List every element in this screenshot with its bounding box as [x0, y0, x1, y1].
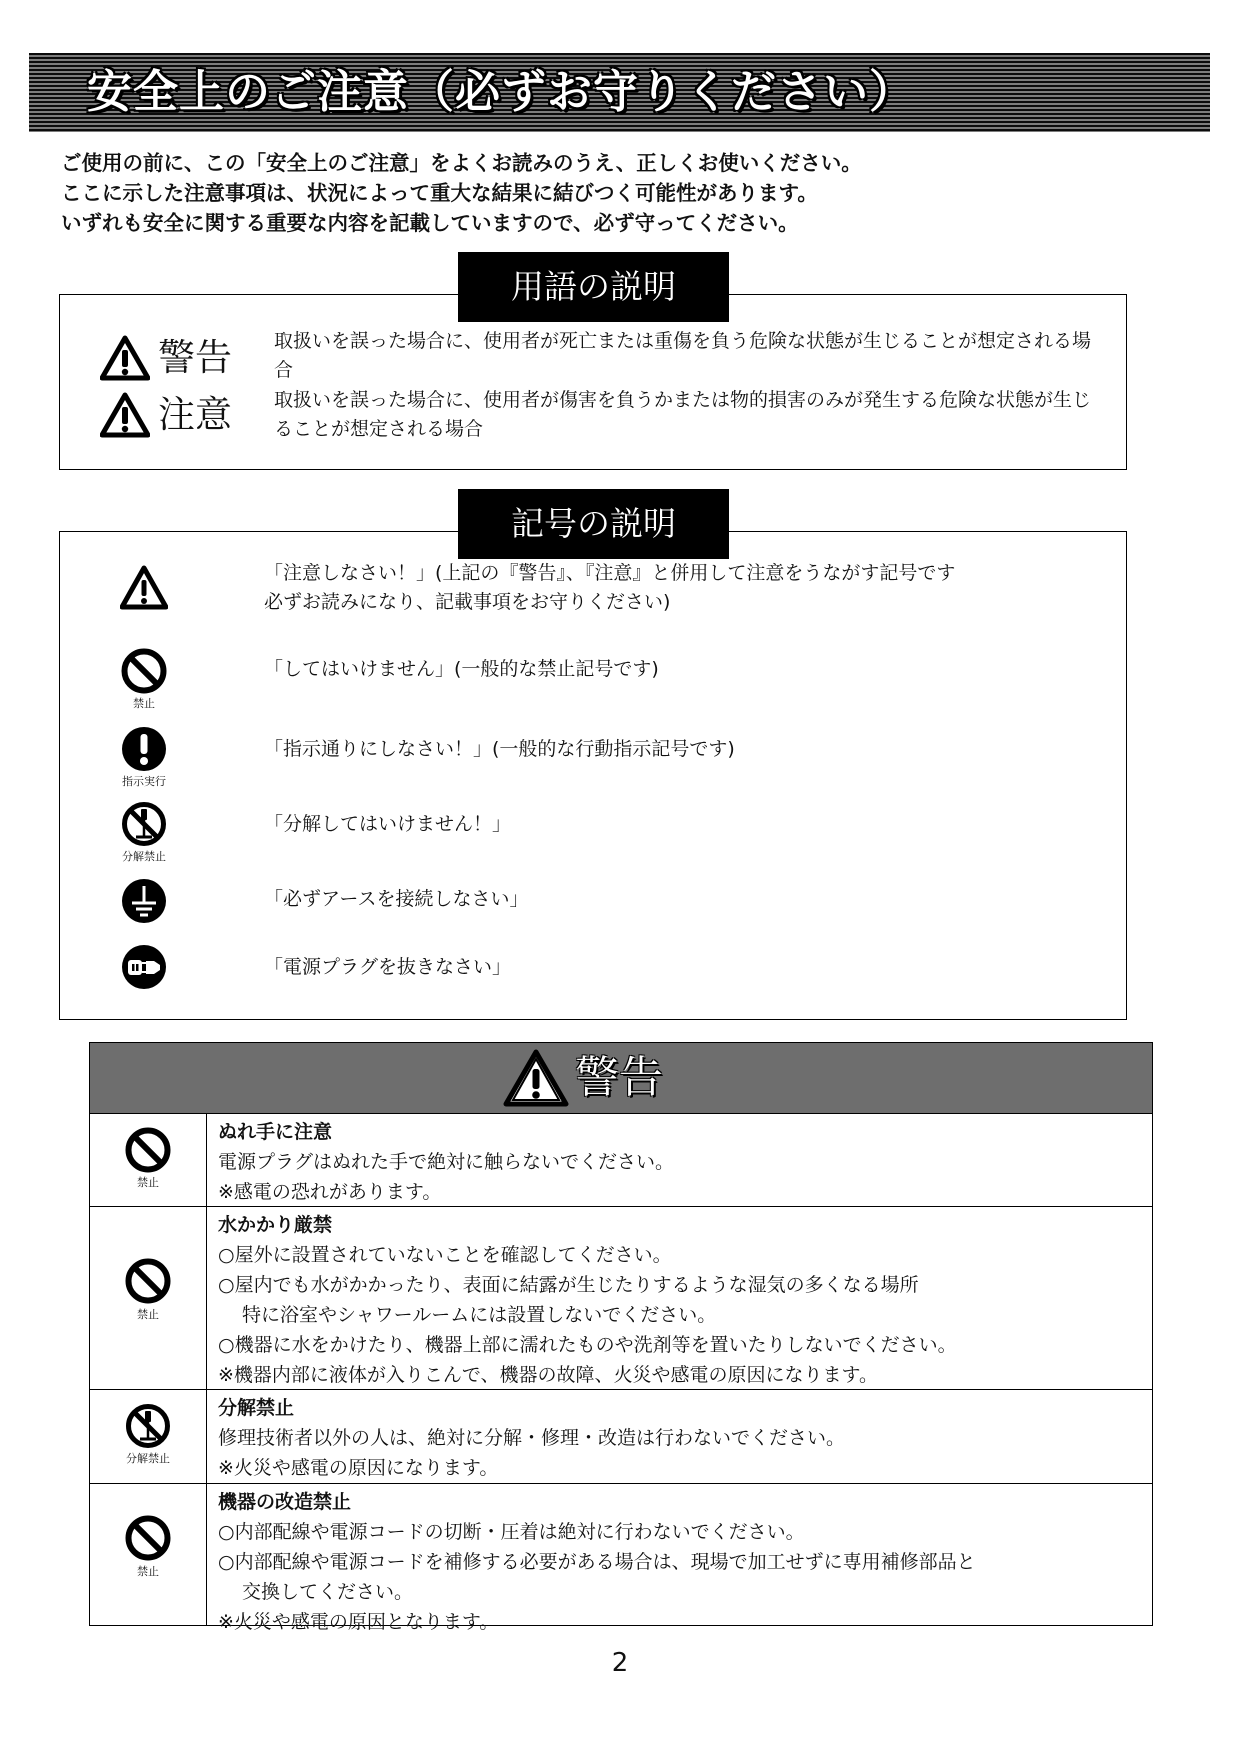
intro-line: いずれも安全に関する重要な内容を記載していますので、必ず守ってください。	[61, 211, 799, 235]
symbol-row	[120, 647, 1120, 710]
warning-table	[89, 1042, 1153, 1633]
warning-row-line: 修理技術者以外の人は、絶対に分解・修理・改造は行わないでください。	[218, 1427, 846, 1449]
no-disassembly-icon	[124, 1402, 172, 1450]
warning-row-caption: 分解禁止	[126, 1452, 170, 1465]
page-number: 2	[611, 1648, 629, 1678]
warning-row-line: ○内部配線や電源コードを補修する必要がある場合は、現場で加工せずに専用補修部品と	[218, 1551, 976, 1573]
warning-row-line: ○内部配線や電源コードの切断・圧着は絶対に行わないでください。	[218, 1521, 805, 1543]
caution-triangle-icon	[100, 335, 150, 381]
symbol-row	[120, 564, 1120, 624]
caution-triangle-icon	[503, 1048, 569, 1108]
warning-row-title: ぬれ手に注意	[218, 1121, 333, 1143]
symbol-row	[120, 877, 1120, 937]
symbol-caption: 分解禁止	[122, 850, 166, 863]
no-disassembly-icon	[120, 800, 168, 848]
warning-row-icon-cell	[90, 1390, 207, 1484]
warning-row-line: ○屋内でも水がかかったり、表面に結露が生じたりするような湿気の多くなる場所	[218, 1274, 919, 1296]
warning-row	[90, 1113, 1152, 1207]
symbol-text-line: 必ずお読みになり、記載事項をお守りください)	[264, 591, 671, 613]
warning-row-icon-cell	[90, 1484, 207, 1626]
warning-row-body	[218, 1487, 976, 1637]
intro-line: ご使用の前に、この「安全上のご注意」をよくお読みのうえ、正しくお使いください。	[61, 151, 862, 175]
terms-label: 用語の説明	[458, 252, 729, 322]
warning-row-line: ○機器に水をかけたり、機器上部に濡れたものや洗剤等を置いたりしないでください。	[218, 1334, 957, 1356]
intro-line: ここに示した注意事項は、状況によって重大な結果に結びつく可能性があります。	[61, 181, 818, 205]
symbol-text: 「指示通りにしなさい！」(一般的な行動指示記号です)	[264, 738, 735, 760]
warning-row-line: 交換してください。	[242, 1581, 414, 1603]
prohibition-icon	[120, 647, 168, 695]
intro-text	[61, 148, 862, 238]
title-banner	[29, 53, 1210, 132]
prohibition-icon	[124, 1126, 172, 1174]
warning-row-line: ※火災や感電の原因になります。	[218, 1457, 499, 1479]
warning-row-body	[218, 1117, 674, 1207]
symbol-row	[120, 725, 1120, 788]
caution-triangle-icon	[100, 392, 150, 438]
warning-heading-text: 警告	[575, 1052, 663, 1103]
warning-row	[90, 1206, 1152, 1390]
ground-icon	[120, 877, 168, 925]
warning-heading	[90, 1043, 1152, 1114]
warning-row	[90, 1483, 1152, 1633]
mandatory-action-icon	[120, 725, 168, 773]
warning-row-line: ※火災や感電の原因となります。	[218, 1611, 499, 1633]
warning-row-icon-cell	[90, 1207, 207, 1390]
symbol-text: 「分解してはいけません！」	[264, 813, 512, 835]
warning-row-line: ※感電の恐れがあります。	[218, 1181, 442, 1203]
warning-row-caption: 禁止	[137, 1308, 159, 1321]
warning-row-title: 分解禁止	[218, 1397, 295, 1419]
warning-row-line: 特に浴室やシャワールームには設置しないでください。	[242, 1304, 717, 1326]
warning-row-icon-cell	[90, 1114, 207, 1207]
warning-row-line: ○屋外に設置されていないことを確認してください。	[218, 1244, 672, 1266]
term-word: 警告	[158, 336, 232, 379]
symbols-label: 記号の説明	[458, 489, 729, 559]
symbol-text: 「必ずアースを接続しなさい」	[264, 888, 529, 910]
symbol-caption: 禁止	[133, 697, 155, 710]
warning-row-body	[218, 1210, 957, 1390]
symbol-text-line: 「注意しなさい！」(上記の『警告』、『注意』と併用して注意をうながす記号です	[264, 562, 956, 584]
term-desc: 取扱いを誤った場合に、使用者が傷害を負うかまたは物的損害のみが発生する危険な状態が生じることが想定される場合	[274, 389, 1092, 440]
page-title: 安全上のご注意（必ずお守りください）	[87, 65, 916, 118]
symbols-box	[59, 531, 1127, 1020]
unplug-icon	[120, 943, 168, 991]
warning-row-line: ※機器内部に液体が入りこんで、機器の故障、火災や感電の原因になります。	[218, 1364, 879, 1386]
symbol-caption: 指示実行	[122, 775, 166, 788]
term-word: 注意	[158, 393, 232, 436]
symbol-row	[120, 943, 1120, 1003]
term-caution	[100, 390, 260, 442]
symbol-text: 「電源プラグを抜きなさい」	[264, 956, 512, 978]
symbol-row	[120, 800, 1120, 863]
warning-row	[90, 1389, 1152, 1484]
symbol-text: 「してはいけません」(一般的な禁止記号です)	[264, 658, 659, 680]
symbol-text	[264, 559, 955, 617]
warning-row-title: 機器の改造禁止	[218, 1491, 352, 1513]
warning-row-caption: 禁止	[137, 1176, 159, 1189]
caution-triangle-icon	[120, 564, 168, 612]
warning-row-line: 電源プラグはぬれた手で絶対に触らないでください。	[218, 1151, 675, 1173]
term-warning	[100, 333, 260, 385]
warning-row-body	[218, 1393, 845, 1483]
prohibition-icon	[124, 1514, 172, 1562]
warning-row-title: 水かかり厳禁	[218, 1214, 333, 1236]
warning-row-caption: 禁止	[137, 1565, 159, 1578]
term-desc: 取扱いを誤った場合に、使用者が死亡または重傷を負う危険な状態が生じることが想定される場合	[274, 330, 1092, 381]
prohibition-icon	[124, 1257, 172, 1305]
